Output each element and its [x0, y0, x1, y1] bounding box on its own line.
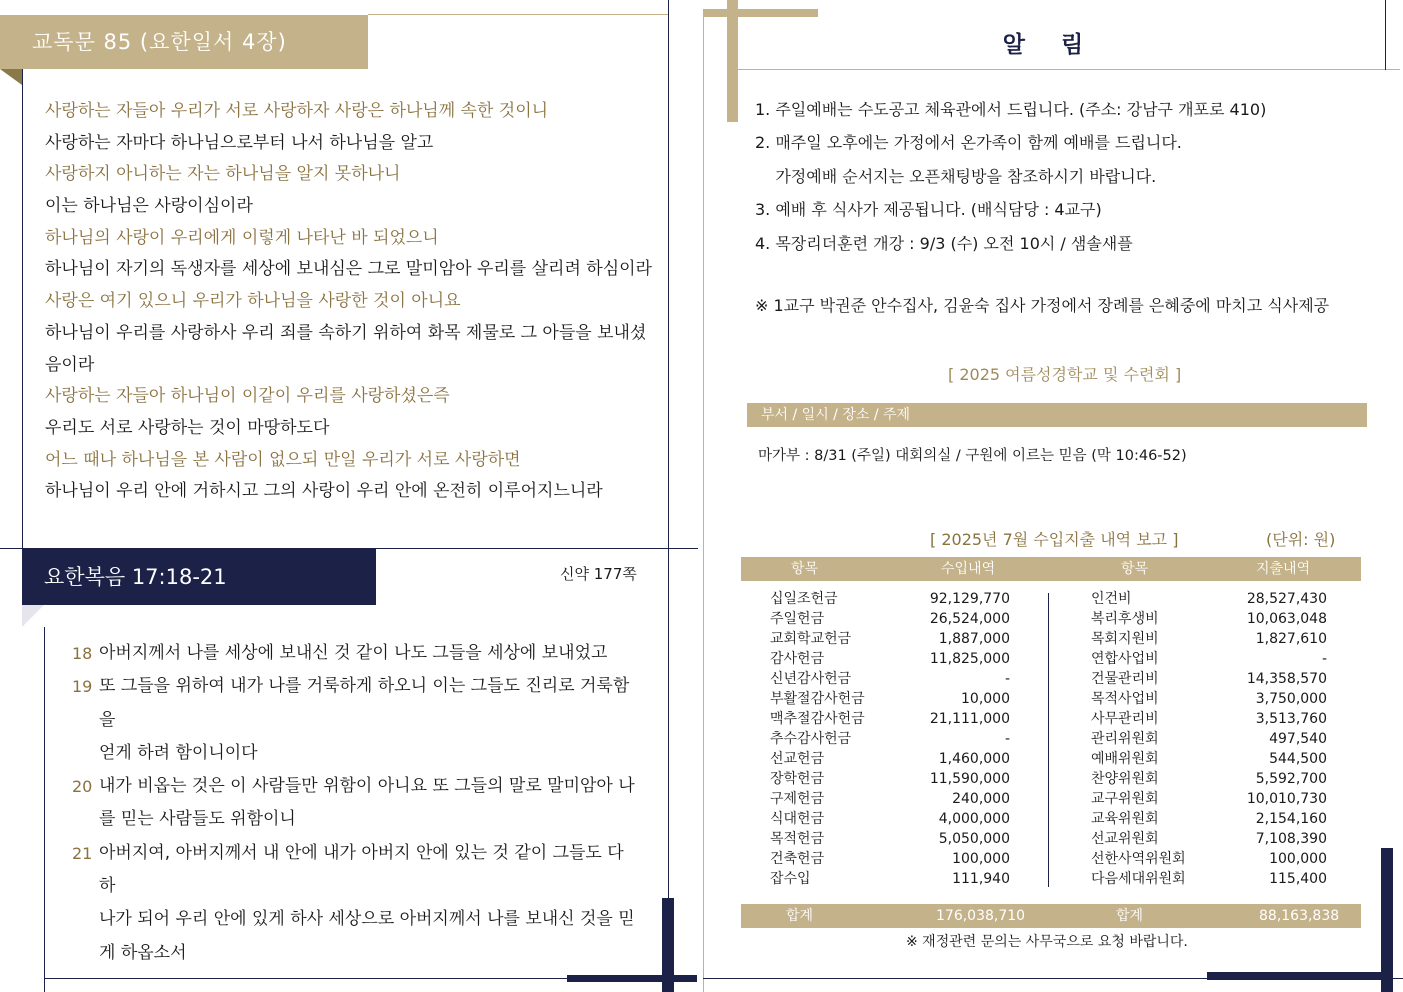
- expense-amount-header: 지출내역: [1256, 561, 1311, 577]
- verse-line: 내가 비옵는 것은 이 사람들만 위함이 아니요 또 그들의 말로 말미암아 나: [99, 776, 635, 797]
- notice-item: 1. 주일예배는 수도공고 체육관에서 드립니다. (주소: 강남구 개포로 410): [755, 100, 1267, 119]
- finance-title: [ 2025년 7월 수입지출 내역 보고 ]: [930, 530, 1179, 549]
- verse-text: [99, 637, 644, 670]
- expense-amount: 7,108,390: [1255, 831, 1327, 847]
- verse-number: 19: [72, 677, 93, 697]
- expense-amount: 100,000: [1269, 851, 1327, 867]
- expense-item: 건물관리비: [1091, 671, 1159, 687]
- expense-amount: 10,010,730: [1246, 791, 1327, 807]
- finance-column-divider: [1048, 593, 1049, 887]
- verse: [72, 770, 647, 837]
- notice-condolence: ※ 1교구 박권준 안수집사, 김윤숙 집사 가정에서 장례를 은혜중에 마치고 식사제공: [755, 296, 1330, 315]
- income-item: 선교헌금: [770, 751, 825, 767]
- income-item: 장학헌금: [770, 771, 825, 787]
- notice-item: 4. 목장리더훈련 개강 : 9/3 (수) 오전 10시 / 샘솔새플: [755, 233, 1133, 253]
- notice-item: 2. 매주일 오후에는 가정에서 온가족이 함께 예배를 드립니다.: [755, 133, 1182, 153]
- right-page-right-border: [1385, 0, 1386, 70]
- expense-amount: 1,827,610: [1255, 631, 1327, 647]
- notice-top-rule: [738, 69, 1400, 70]
- gospel-title: 요한복음 17:18-21: [22, 549, 376, 605]
- gospel-verses: [72, 637, 647, 970]
- income-item-header: 항목: [791, 561, 819, 577]
- income-item: 추수감사헌금: [770, 731, 852, 747]
- expense-item: 선교위원회: [1091, 831, 1159, 847]
- income-item: 십일조헌금: [770, 591, 838, 607]
- left-page-left-border: [22, 69, 23, 549]
- income-amount: 1,460,000: [938, 751, 1010, 767]
- left-page-right-border: [668, 0, 669, 990]
- summer-school-title: [ 2025 여름성경학교 및 수련회 ]: [948, 365, 1182, 384]
- right-corner-accent-vertical: [1381, 848, 1393, 992]
- income-item: 잡수입: [770, 871, 811, 887]
- expense-amount: 115,400: [1269, 871, 1327, 887]
- responsive-reading-title: 교독문 85 (요한일서 4장): [0, 15, 368, 69]
- income-amount: 5,050,000: [938, 831, 1010, 847]
- reading-line: 사랑하는 자들아 우리가 서로 사랑하자 사랑은 하나님께 속한 것이니: [45, 101, 549, 121]
- expense-amount: 3,513,760: [1255, 711, 1327, 727]
- verse-line: 아버지여, 아버지께서 내 안에 내가 아버지 안에 있는 것 같이 그들도 다 하: [99, 842, 624, 897]
- expense-item: 목적사업비: [1091, 691, 1159, 707]
- verse: [72, 837, 647, 970]
- income-item: 구제헌금: [770, 791, 825, 807]
- income-item: 목적헌금: [770, 831, 825, 847]
- income-amount: 11,825,000: [929, 651, 1010, 667]
- expense-amount: 5,592,700: [1255, 771, 1327, 787]
- verse-line: 아버지께서 나를 세상에 보내신 것 같이 나도 그들을 세상에 보내었고: [99, 643, 608, 663]
- responsive-reading-lines: [45, 96, 655, 508]
- reading-line: 하나님이 우리를 사랑하사 우리 죄를 속하기 위하여 화목 제물로 그 아들을 보내셨: [45, 322, 647, 343]
- reading-line: 사랑은 여기 있으니 우리가 하나님을 사랑한 것이 아니요: [45, 291, 461, 312]
- income-total-label: 합계: [786, 908, 814, 924]
- expense-item: 교구위원회: [1091, 791, 1159, 807]
- income-item: 감사헌금: [770, 651, 825, 667]
- expense-amount: 2,154,160: [1255, 811, 1327, 827]
- income-amount: 10,000: [961, 691, 1010, 707]
- gospel-left-border: [44, 627, 45, 992]
- finance-total: [741, 904, 1361, 928]
- reading-line: 사랑하지 아니하는 자는 하나님을 알지 못하나니: [45, 164, 401, 185]
- verse-text: [99, 837, 644, 970]
- reading-line: 우리도 서로 사랑하는 것이 마땅하도다: [45, 417, 330, 438]
- verse-line: 게 하옵소서: [99, 942, 187, 963]
- verse: [72, 637, 647, 670]
- expense-amount: -: [1321, 651, 1327, 667]
- income-amount: 26,524,000: [929, 611, 1010, 627]
- income-total-amount: 176,038,710: [936, 908, 1026, 924]
- top-rule: [368, 14, 668, 15]
- income-item: 부활절감사헌금: [770, 691, 865, 707]
- expense-item: 선한사역위원회: [1091, 851, 1186, 867]
- income-item: 신년감사헌금: [770, 671, 852, 687]
- reading-line: 어느 때나 하나님을 본 사람이 없으되 만일 우리가 서로 사랑하면: [45, 449, 521, 470]
- expense-item-header: 항목: [1121, 561, 1149, 577]
- reading-line: 사랑하는 자들아 하나님이 이같이 우리를 사랑하셨은즉: [45, 386, 450, 407]
- reading-line: 이는 하나님은 사랑이심이라: [45, 196, 253, 217]
- cross-vertical: [727, 0, 738, 122]
- reading-line: 하나님이 우리 안에 거하시고 그의 사랑이 우리 안에 온전히 이루어지느니라: [45, 481, 603, 502]
- income-item: 교회학교헌금: [770, 631, 852, 647]
- income-amount: 4,000,000: [938, 811, 1010, 827]
- verse-text: [99, 670, 644, 770]
- expense-item: 다음세대위원회: [1091, 871, 1186, 887]
- notice-item: 가정예배 순서지는 오픈채팅방을 참조하시기 바랍니다.: [755, 166, 1157, 186]
- verse-number: 20: [72, 777, 93, 797]
- income-amount: 240,000: [952, 791, 1010, 807]
- income-item: 건축헌금: [770, 851, 825, 867]
- income-amount: 1,887,000: [938, 631, 1010, 647]
- expense-item: 관리위원회: [1091, 731, 1159, 747]
- corner-accent-horizontal: [567, 975, 697, 982]
- income-amount: 111,940: [952, 871, 1010, 887]
- cross-horizontal: [703, 9, 818, 17]
- income-item: 주일헌금: [770, 611, 825, 627]
- finance-unit: (단위: 원): [1266, 530, 1336, 549]
- finance-header: [741, 557, 1361, 581]
- notice-item: 3. 예배 후 식사가 제공됩니다. (배식담당 : 4교구): [755, 200, 1102, 220]
- verse: [72, 670, 647, 770]
- expense-amount: 497,540: [1269, 731, 1327, 747]
- income-amount-header: 수입내역: [941, 561, 996, 577]
- summer-school-row: 마가부 : 8/31 (주일) 대회의실 / 구원에 이르는 믿음 (막 10:46-52): [758, 448, 1187, 464]
- gospel-tab-corner: [22, 605, 44, 627]
- reading-line: 하나님의 사랑이 우리에게 이렇게 나타난 바 되었으니: [45, 227, 439, 248]
- reading-line: 사랑하는 자마다 하나님으로부터 나서 하나님을 알고: [45, 132, 434, 153]
- verse-text: [99, 770, 644, 837]
- expense-amount: 10,063,048: [1246, 611, 1327, 627]
- income-amount: -: [1004, 671, 1010, 687]
- income-amount: 92,129,770: [929, 591, 1010, 607]
- income-item: 식대헌금: [770, 811, 825, 827]
- expense-total-label: 합계: [1116, 908, 1144, 924]
- income-amount: 100,000: [952, 851, 1010, 867]
- verse-line: 얻게 하려 함이니이다: [99, 742, 258, 763]
- expense-item: 찬양위원회: [1091, 771, 1159, 787]
- expense-amount: 3,750,000: [1255, 691, 1327, 707]
- verse-line: 나가 되어 우리 안에 있게 하사 세상으로 아버지께서 나를 보내신 것을 믿: [99, 909, 635, 930]
- income-amount: -: [1004, 731, 1010, 747]
- income-amount: 21,111,000: [929, 711, 1010, 727]
- title-tab-corner: [0, 69, 22, 85]
- income-amount: 11,590,000: [929, 771, 1010, 787]
- expense-item: 사무관리비: [1091, 711, 1159, 727]
- expense-amount: 544,500: [1269, 751, 1327, 767]
- expense-item: 예배위원회: [1091, 751, 1159, 767]
- verse-number: 21: [72, 843, 93, 863]
- reading-line: 음이라: [45, 354, 95, 375]
- verse-line: 또 그들을 위하여 내가 나를 거룩하게 하오니 이는 그들도 진리로 거룩함을: [99, 676, 630, 730]
- expense-amount: 28,527,430: [1246, 591, 1327, 607]
- right-page-left-border: [703, 17, 704, 992]
- notice-title: 알 림: [1002, 32, 1098, 58]
- summer-school-header: 부서 / 일시 / 장소 / 주제: [747, 403, 1367, 427]
- expense-amount: 14,358,570: [1246, 671, 1327, 687]
- verse-line: 를 믿는 사람들도 위함이니: [99, 809, 296, 830]
- expense-item: 교육위원회: [1091, 811, 1159, 827]
- verse-number: 18: [72, 644, 93, 663]
- notice-list: [755, 93, 1395, 260]
- right-corner-accent-horizontal: [1207, 972, 1387, 980]
- expense-item: 인건비: [1091, 591, 1132, 607]
- finance-note: ※ 재정관련 문의는 사무국으로 요청 바랍니다.: [906, 934, 1188, 950]
- expense-item: 목회지원비: [1091, 631, 1159, 647]
- reading-line: 하나님이 자기의 독생자를 세상에 보내심은 그로 말미암아 우리를 살리려 하심이라: [45, 259, 652, 280]
- expense-item: 연합사업비: [1091, 651, 1159, 667]
- expense-item: 복리후생비: [1091, 611, 1159, 627]
- expense-total-amount: 88,163,838: [1259, 908, 1340, 924]
- income-item: 맥추절감사헌금: [770, 711, 865, 727]
- gospel-page-ref: 신약 177쪽: [560, 565, 637, 583]
